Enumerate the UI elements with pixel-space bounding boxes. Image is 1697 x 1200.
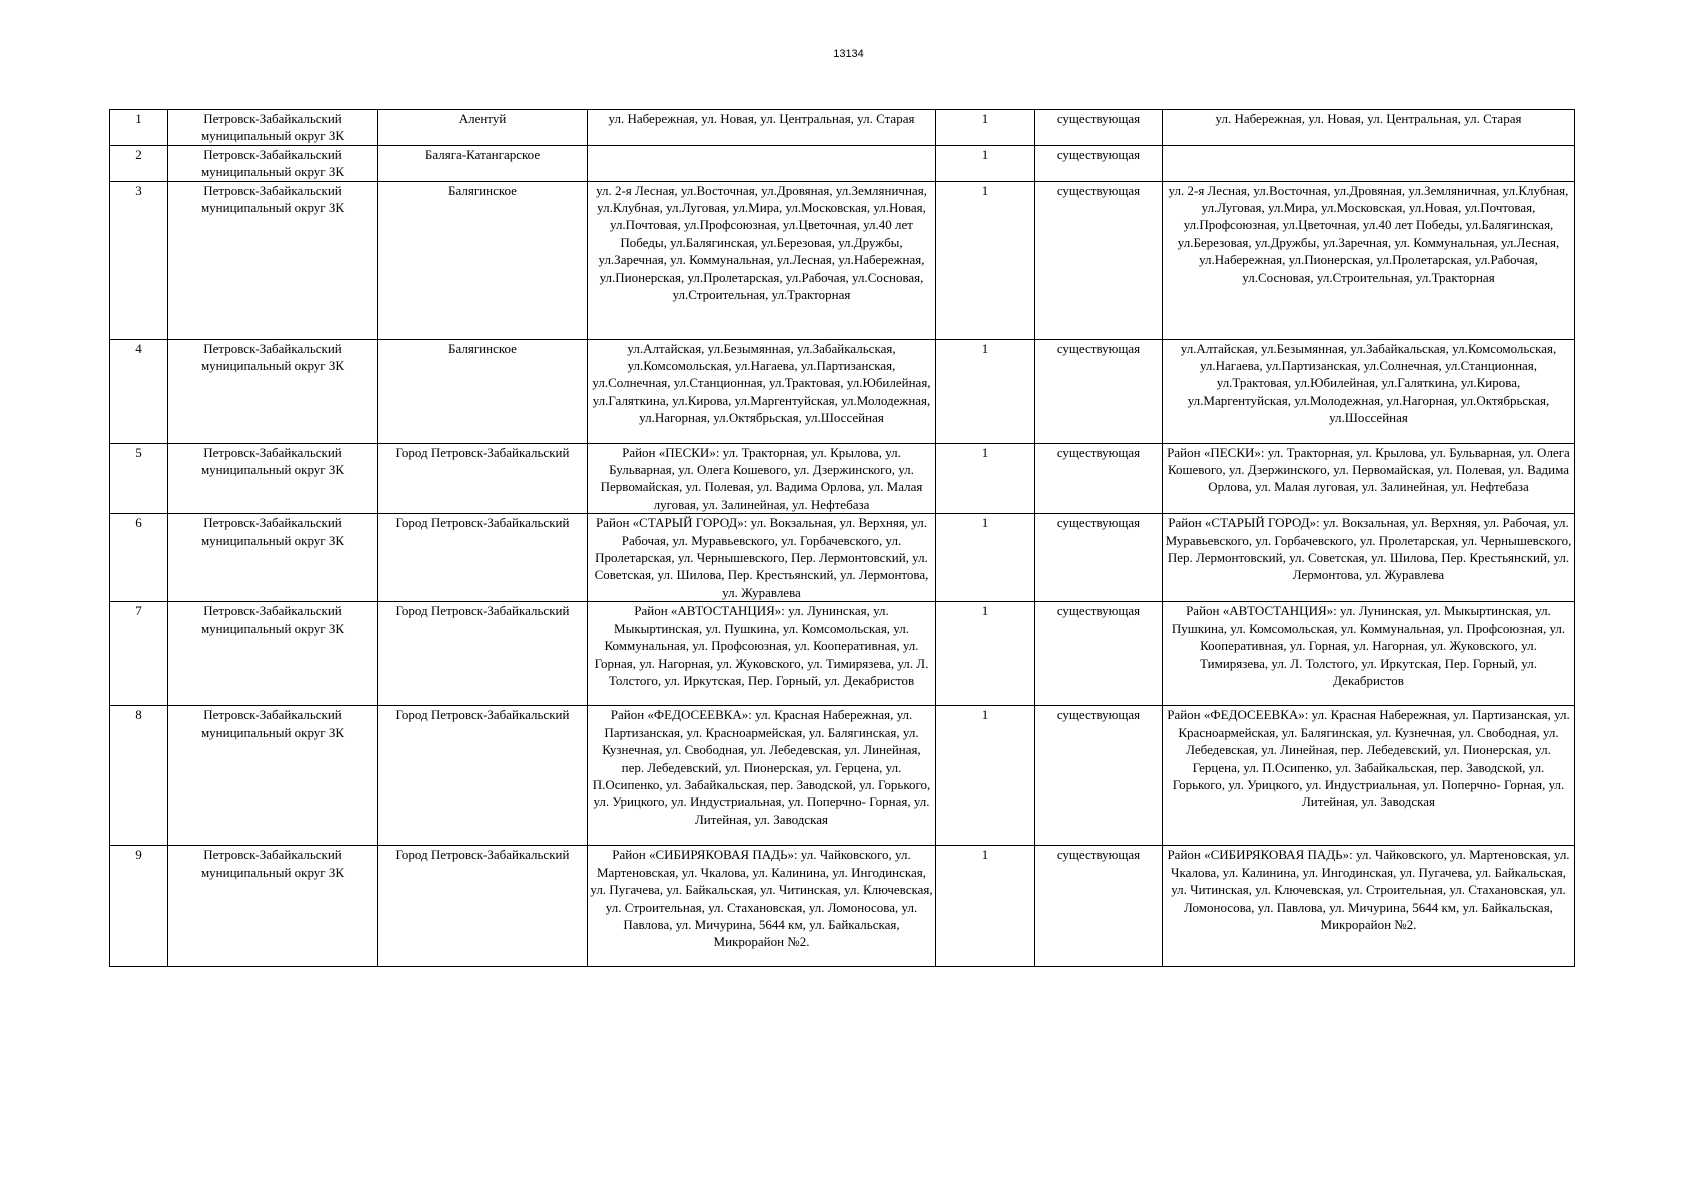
count-cell: 1 (936, 706, 1035, 846)
streets-cell-2: Район «АВТОСТАНЦИЯ»: ул. Лунинская, ул. Мыкыртинская, ул. Пушкина, ул. Комсомольская, ул. Коммунальная, ул. Профсоюзная, ул. Кооперативная, ул. Горная, ул. Нагорная, ул. Жуковского, ул. Тимирязева, ул. Л. Толстого, ул. Иркутская, Пер. Горный, ул. Декабристов (1163, 602, 1575, 706)
status-cell: существующая (1035, 181, 1163, 339)
district-cell: Петровск-Забайкальский муниципальный округ ЗК (168, 706, 378, 846)
status-cell: существующая (1035, 145, 1163, 181)
count-cell: 1 (936, 443, 1035, 514)
district-cell: Петровск-Забайкальский муниципальный округ ЗК (168, 846, 378, 967)
streets-cell: ул. Набережная, ул. Новая, ул. Центральная, ул. Старая (588, 110, 936, 146)
settlement-cell: Город Петровск-Забайкальский (378, 514, 588, 602)
streets-cell: Район «ФЕДОСЕЕВКА»: ул. Красная Набережная, ул. Партизанская, ул. Красноармейская, ул. Балягинская, ул. Кузнечная, ул. Свободная, ул. Лебедевская, ул. Линейная, пер. Лебедевский, ул. Пионерская, ул. Герцена, ул. П.Осипенко, ул. Забайкальская, пер. Заводской, ул. Горького, ул. Урицкого, ул. Индустриальная, ул. Поперчно- Горная, ул. Литейная, ул. Заводская (588, 706, 936, 846)
row-number: 9 (110, 846, 168, 967)
page-number: 13134 (833, 48, 864, 60)
table-row (110, 514, 1575, 602)
streets-cell: Район «СТАРЫЙ ГОРОД»: ул. Вокзальная, ул. Верхняя, ул. Рабочая, ул. Муравьевского, ул. Горбачевского, ул. Пролетарская, ул. Чернышевского, Пер. Лермонтовский, ул. Советская, ул. Шилова, Пер. Крестьянский, ул. Лермонтова, ул. Журавлева (588, 514, 936, 602)
streets-cell-2: ул.Алтайская, ул.Безымянная, ул.Забайкальская, ул.Комсомольская, ул.Нагаева, ул.Партизанская, ул.Солнечная, ул.Станционная, ул.Трактовая, ул.Юбилейная, ул.Галяткина, ул.Кирова, ул.Маргентуйская, ул.Молодежная, ул.Нагорная, ул.Октябрьская, ул.Шоссейная (1163, 339, 1575, 443)
table-row (110, 846, 1575, 967)
streets-cell-2: ул. 2-я Лесная, ул.Восточная, ул.Дровяная, ул.Земляничная, ул.Клубная, ул.Луговая, ул.Мира, ул.Московская, ул.Новая, ул.Почтовая, ул.Профсоюзная, ул.Цветочная, ул.40 лет Победы, ул.Балягинская, ул.Березовая, ул.Дружбы, ул.Заречная, ул. Коммунальная, ул.Лесная, ул.Набережная, ул.Пионерская, ул.Пролетарская, ул.Рабочая, ул.Сосновая, ул.Строительная, ул.Тракторная (1163, 181, 1575, 339)
status-cell: существующая (1035, 602, 1163, 706)
status-cell: существующая (1035, 706, 1163, 846)
table-row (110, 706, 1575, 846)
settlement-cell: Город Петровск-Забайкальский (378, 706, 588, 846)
row-number: 4 (110, 339, 168, 443)
streets-cell (588, 145, 936, 181)
streets-cell-2: Район «ФЕДОСЕЕВКА»: ул. Красная Набережная, ул. Партизанская, ул. Красноармейская, ул. Балягинская, ул. Кузнечная, ул. Свободная, ул. Лебедевская, ул. Линейная, пер. Лебедевский, ул. Пионерская, ул. Герцена, ул. П.Осипенко, ул. Забайкальская, пер. Заводской, ул. Горького, ул. Урицкого, ул. Индустриальная, ул. Поперчно- Горная, ул. Литейная, ул. Заводская (1163, 706, 1575, 846)
streets-cell-2: Район «ПЕСКИ»: ул. Тракторная, ул. Крылова, ул. Бульварная, ул. Олега Кошевого, ул. Дзержинского, ул. Первомайская, ул. Полевая, ул. Вадима Орлова, ул. Малая луговая, ул. Залинейная, ул. Нефтебаза (1163, 443, 1575, 514)
settlement-cell: Баляга-Катангарское (378, 145, 588, 181)
row-number: 2 (110, 145, 168, 181)
district-cell: Петровск-Забайкальский муниципальный округ ЗК (168, 443, 378, 514)
status-cell: существующая (1035, 443, 1163, 514)
streets-cell-2: Район «СТАРЫЙ ГОРОД»: ул. Вокзальная, ул. Верхняя, ул. Рабочая, ул. Муравьевского, ул. Горбачевского, ул. Пролетарская, ул. Чернышевского, Пер. Лермонтовский, ул. Советская, ул. Шилова, Пер. Крестьянский, ул. Лермонтова, ул. Журавлева (1163, 514, 1575, 602)
table-row (110, 339, 1575, 443)
district-cell: Петровск-Забайкальский муниципальный округ ЗК (168, 602, 378, 706)
count-cell: 1 (936, 514, 1035, 602)
district-cell: Петровск-Забайкальский муниципальный округ ЗК (168, 145, 378, 181)
settlement-cell: Балягинское (378, 339, 588, 443)
table-row (110, 145, 1575, 181)
streets-cell-2: Район «СИБИРЯКОВАЯ ПАДЬ»: ул. Чайковского, ул. Мартеновская, ул. Чкалова, ул. Калинина, ул. Ингодинская, ул. Пугачева, ул. Байкальская, ул. Читинская, ул. Ключевская, ул. Строительная, ул. Стахановская, ул. Ломоносова, ул. Павлова, ул. Мичурина, 5644 км, ул. Байкальская, Микрорайон №2. (1163, 846, 1575, 967)
district-cell: Петровск-Забайкальский муниципальный округ ЗК (168, 339, 378, 443)
settlement-cell: Город Петровск-Забайкальский (378, 846, 588, 967)
count-cell: 1 (936, 602, 1035, 706)
streets-cell: Район «ПЕСКИ»: ул. Тракторная, ул. Крылова, ул. Бульварная, ул. Олега Кошевого, ул. Дзержинского, ул. Первомайская, ул. Полевая, ул. Вадима Орлова, ул. Малая луговая, ул. Залинейная, ул. Нефтебаза (588, 443, 936, 514)
streets-cell-2 (1163, 145, 1575, 181)
count-cell: 1 (936, 846, 1035, 967)
settlement-cell: Город Петровск-Забайкальский (378, 443, 588, 514)
status-cell: существующая (1035, 339, 1163, 443)
district-cell: Петровск-Забайкальский муниципальный округ ЗК (168, 181, 378, 339)
streets-cell: ул. 2-я Лесная, ул.Восточная, ул.Дровяная, ул.Земляничная, ул.Клубная, ул.Луговая, ул.Мира, ул.Московская, ул.Новая, ул.Почтовая, ул.Профсоюзная, ул.Цветочная, ул.40 лет Победы, ул.Балягинская, ул.Березовая, ул.Дружбы, ул.Заречная, ул. Коммунальная, ул.Лесная, ул.Набережная, ул.Пионерская, ул.Пролетарская, ул.Рабочая, ул.Сосновая, ул.Строительная, ул.Тракторная (588, 181, 936, 339)
district-cell: Петровск-Забайкальский муниципальный округ ЗК (168, 514, 378, 602)
streets-cell: Район «СИБИРЯКОВАЯ ПАДЬ»: ул. Чайковского, ул. Мартеновская, ул. Чкалова, ул. Калинина, ул. Ингодинская, ул. Пугачева, ул. Байкальская, ул. Читинская, ул. Ключевская, ул. Строительная, ул. Стахановская, ул. Ломоносова, ул. Павлова, ул. Мичурина, 5644 км, ул. Байкальская, Микрорайон №2. (588, 846, 936, 967)
count-cell: 1 (936, 181, 1035, 339)
streets-table (109, 109, 1575, 967)
row-number: 8 (110, 706, 168, 846)
row-number: 1 (110, 110, 168, 146)
status-cell: существующая (1035, 514, 1163, 602)
district-cell: Петровск-Забайкальский муниципальный округ ЗК (168, 110, 378, 146)
settlement-cell: Алентуй (378, 110, 588, 146)
row-number: 7 (110, 602, 168, 706)
count-cell: 1 (936, 339, 1035, 443)
count-cell: 1 (936, 145, 1035, 181)
status-cell: существующая (1035, 110, 1163, 146)
streets-cell: Район «АВТОСТАНЦИЯ»: ул. Лунинская, ул. Мыкыртинская, ул. Пушкина, ул. Комсомольская, ул. Коммунальная, ул. Профсоюзная, ул. Кооперативная, ул. Горная, ул. Нагорная, ул. Жуковского, ул. Тимирязева, ул. Л. Толстого, ул. Иркутская, Пер. Горный, ул. Декабристов (588, 602, 936, 706)
table-row (110, 110, 1575, 146)
settlement-cell: Балягинское (378, 181, 588, 339)
row-number: 3 (110, 181, 168, 339)
streets-cell-2: ул. Набережная, ул. Новая, ул. Центральная, ул. Старая (1163, 110, 1575, 146)
table-row (110, 443, 1575, 514)
table-row (110, 181, 1575, 339)
table-row (110, 602, 1575, 706)
row-number: 6 (110, 514, 168, 602)
settlement-cell: Город Петровск-Забайкальский (378, 602, 588, 706)
count-cell: 1 (936, 110, 1035, 146)
streets-cell: ул.Алтайская, ул.Безымянная, ул.Забайкальская, ул.Комсомольская, ул.Нагаева, ул.Партизанская, ул.Солнечная, ул.Станционная, ул.Трактовая, ул.Юбилейная, ул.Галяткина, ул.Кирова, ул.Маргентуйская, ул.Молодежная, ул.Нагорная, ул.Октябрьская, ул.Шоссейная (588, 339, 936, 443)
status-cell: существующая (1035, 846, 1163, 967)
row-number: 5 (110, 443, 168, 514)
